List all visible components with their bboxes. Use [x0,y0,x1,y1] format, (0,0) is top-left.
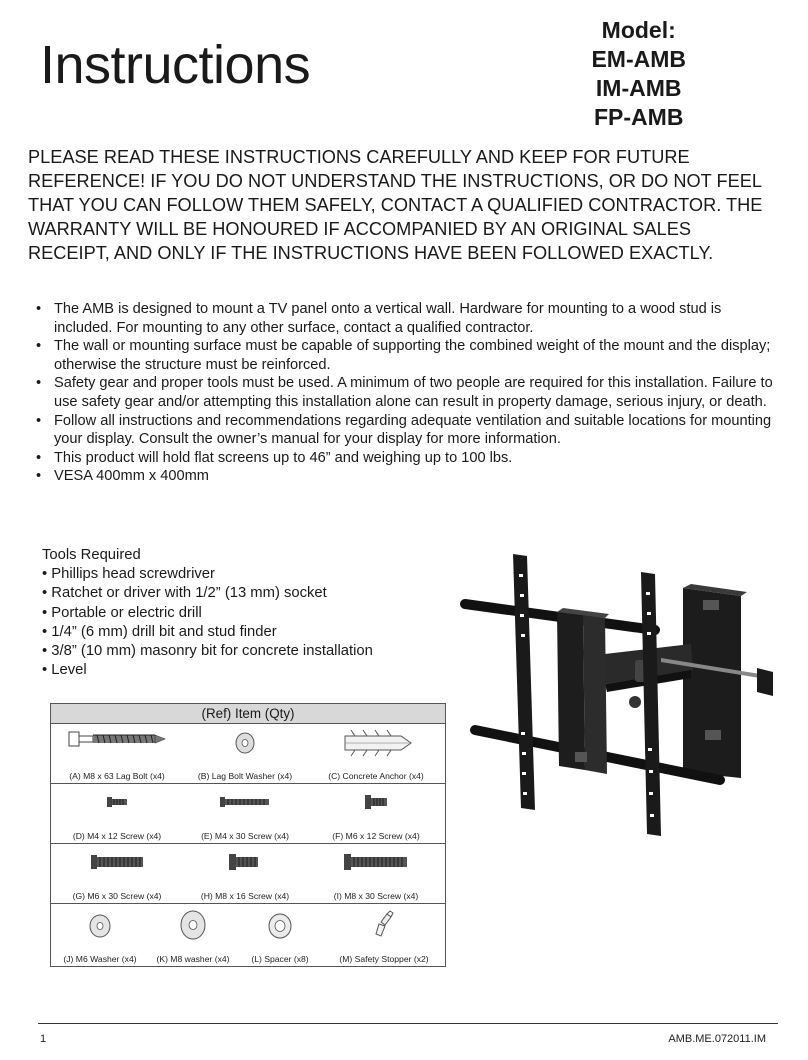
document-code: AMB.ME.072011.IM [668,1033,766,1045]
bullet-item: • VESA 400mm x 400mm [36,467,781,486]
tools-list [42,565,373,680]
screw-icon [356,784,396,818]
model-label: Model: [601,17,676,43]
part-cell [183,784,307,843]
part-label: (C) Concrete Anchor (x4) [328,771,424,781]
parts-table [50,703,446,967]
washer-icon [225,724,265,758]
model-number: FP-AMB [594,104,684,130]
part-label: (F) M6 x 12 Screw (x4) [332,831,420,841]
screw-icon [97,784,137,818]
tools-heading: Tools Required [42,547,141,563]
washer-icon [173,904,213,944]
bullet-item: • Safety gear and proper tools must be used. A minimum of two people are required for this installation. Failure to use safety gear and/or attempting this installation alone can result in property damage, serious injury, or death. [36,374,781,411]
part-cell [307,844,445,903]
part-label: (K) M8 washer (x4) [156,954,230,964]
safety-bullet-list [36,300,781,486]
part-label: (G) M6 x 30 Screw (x4) [72,891,162,901]
tools-required-section [42,546,373,680]
bullet-item: • Follow all instructions and recommendations regarding adequate ventilation and suitable locations for mounting your display. Consult the owner’s manual for your display for more information. [36,412,781,449]
part-label: (M) Safety Stopper (x2) [339,954,429,964]
part-label: (H) M8 x 16 Screw (x4) [200,891,290,901]
screw-icon [336,844,416,878]
tool-item: • Portable or electric drill [42,604,373,623]
washer-icon [80,904,120,944]
part-label: (D) M4 x 12 Screw (x4) [72,831,162,841]
lag-bolt-icon [61,724,173,754]
parts-table-header: (Ref) Item (Qty) [51,704,445,724]
tool-item: • 3/8” (10 mm) masonry bit for concrete installation [42,642,373,661]
part-cell [323,904,445,966]
part-cell [51,784,183,843]
model-number: EM-AMB [591,46,686,72]
safety-stopper-icon [364,904,404,944]
part-label: (J) M6 Washer (x4) [63,954,137,964]
part-cell [149,904,237,966]
parts-row [51,904,445,966]
screw-icon [210,784,280,818]
bullet-item: • The AMB is designed to mount a TV panel onto a vertical wall. Hardware for mounting to a wood stud is included. For mounting to any other surface, contact a qualified contractor. [36,300,781,337]
part-label: (A) M8 x 63 Lag Bolt (x4) [69,771,165,781]
part-label: (E) M4 x 30 Screw (x4) [201,831,289,841]
part-label: (L) Spacer (x8) [251,954,309,964]
part-cell [307,784,445,843]
parts-row [51,724,445,784]
part-cell [51,724,183,783]
screw-icon [82,844,152,878]
parts-row [51,784,445,844]
parts-row [51,844,445,904]
page-title: Instructions [40,35,311,95]
spacer-icon [260,904,300,944]
footer-rule [38,1023,778,1024]
model-block [591,16,686,132]
page-number: 1 [40,1033,47,1045]
part-cell [51,844,183,903]
screw-icon [220,844,270,878]
bullet-item: • This product will hold flat screens up to 46” and weighing up to 100 lbs. [36,449,781,468]
part-label: (B) Lag Bolt Washer (x4) [197,771,293,781]
part-label: (I) M8 x 30 Screw (x4) [333,891,419,901]
tool-item: • Ratchet or driver with 1/2” (13 mm) socket [42,584,373,603]
model-number: IM-AMB [595,75,682,101]
warning-paragraph: PLEASE READ THESE INSTRUCTIONS CAREFULLY AND KEEP FOR FUTURE REFERENCE! IF YOU DO NOT UNDERSTAND THE INSTRUCTIONS, OR DO NOT FEEL THAT YOU CAN FOLLOW THEM SAFELY, CONTACT A QUALIFIED CONTRACTOR. THE WARRANTY WILL BE HONOURED IF ACCOMPANIED BY AN ORIGINAL SALES RECEIPT, AND ONLY IF THE INSTRUCTIONS HAVE BEEN FOLLOWED EXACTLY. [28,147,763,263]
tv-mount-illustration [455,552,790,842]
part-cell [183,724,307,783]
tool-item: • Phillips head screwdriver [42,565,373,584]
part-cell [51,904,149,966]
bullet-item: • The wall or mounting surface must be capable of supporting the combined weight of the mount and the display; otherwise the structure must be reinforced. [36,337,781,374]
tool-item: • Level [42,661,373,680]
part-cell [183,844,307,903]
part-cell [237,904,323,966]
tool-item: • 1/4” (6 mm) drill bit and stud finder [42,623,373,642]
concrete-anchor-icon [331,724,421,758]
part-cell [307,724,445,783]
